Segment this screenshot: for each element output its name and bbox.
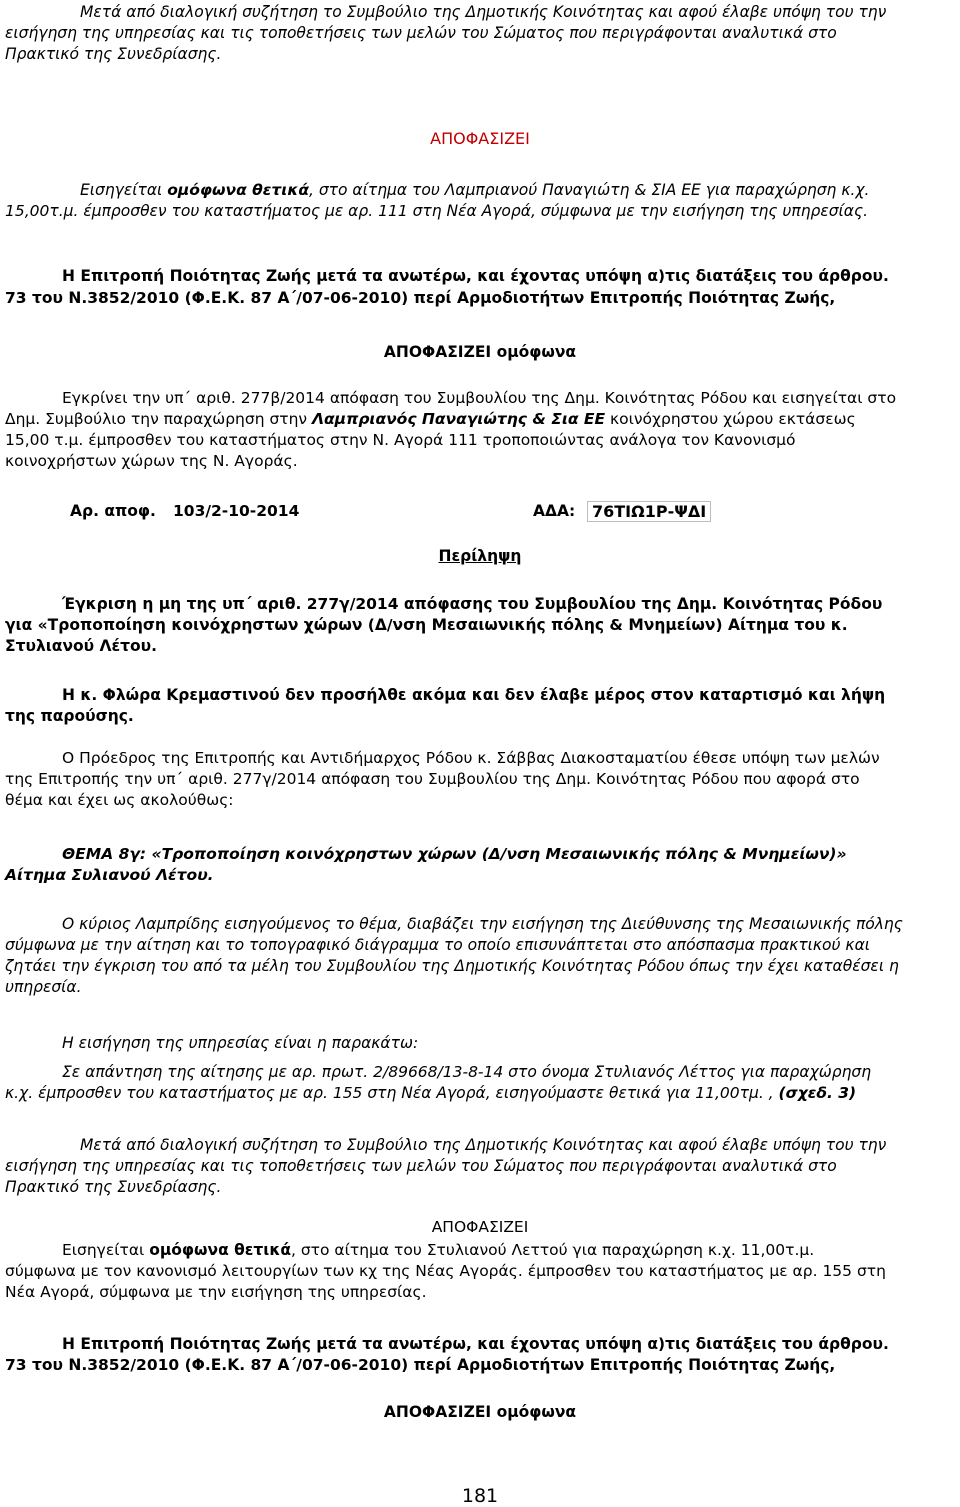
- section1-intro: [5, 2, 955, 65]
- recommend-prefix: Εισηγείται: [80, 181, 163, 199]
- recommend-rest: , στο αίτημα του Λαμπριανού Παναγιώτη & ΣΙΑ ΕΕ για παραχώρηση κ.χ.: [309, 181, 870, 199]
- section1-line1: Μετά από διαλογική συζήτηση το Συμβούλιο της Δημοτικής Κοινότητας και αφού έλαβε υπόψη του την: [80, 3, 887, 21]
- proposal-line2-bold: (σχεδ. 3): [778, 1084, 857, 1102]
- committee2-intro: [5, 1334, 955, 1376]
- theme-block: [5, 844, 955, 886]
- summary-line2: για «Τροποποίηση κοινόχρηστων χώρων (Δ/νση Μεσαιωνικής πόλης & Μνημείων) Αίτημα του κ.: [5, 616, 848, 634]
- committee1-decision: ΑΠΟΦΑΣΙΖΕΙ ομόφωνα: [383, 343, 577, 361]
- section1-line2: εισήγηση της υπηρεσίας και τις τοποθετήσεις των μελών του Σώματος που περιγράφονται αναλυτικά στο: [5, 24, 837, 42]
- committee2-line2: 73 του Ν.3852/2010 (Φ.Ε.Κ. 87 Α΄/07-06-2010) περί Αρμοδιοτήτων Επιτροπής Ποιότητας Ζωής,: [5, 1356, 836, 1374]
- summary-body: [5, 594, 955, 657]
- chair-line2: της Επιτροπής την υπ΄ αριθ. 277γ/2014 απόφαση του Συμβουλίου της Δημ. Κοινότητας Ρόδου που αφορά στο: [5, 770, 860, 788]
- rapporteur-line3: ζητάει την έγκριση του από τα μέλη του Συμβουλίου της Δημοτικής Κοινότητας Ρόδου όπως την έχει καταθέσει η: [5, 957, 899, 975]
- proposal-line2-a: κ.χ. έμπροσθεν του καταστήματος με αρ. 155 στη Νέα Αγορά, εισηγούμαστε θετικά για 11,00τμ. ,: [5, 1084, 779, 1102]
- section2-recommend-line3: Νέα Αγορά, σύμφωνα με την εισήγηση της υπηρεσίας.: [5, 1283, 427, 1301]
- approval-line1: Εγκρίνει την υπ΄ αριθ. 277β/2014 απόφαση του Συμβουλίου της Δημ. Κοινότητας Ρόδου και εισηγείται στο: [62, 389, 897, 407]
- committee2-line1: Η Επιτροπή Ποιότητας Ζωής μετά τα ανωτέρω, και έχοντας υπόψη α)τις διατάξεις του άρθρου.: [62, 1335, 889, 1353]
- summary-heading: Περίληψη: [438, 547, 522, 565]
- section2-intro: [5, 1135, 955, 1198]
- rapporteur-line1: Ο κύριος Λαμπρίδης εισηγούμενος το θέμα, διαβάζει την εισήγηση της Διεύθυνσης της Μεσαιωνικής πόλης: [62, 915, 903, 933]
- approval-line2-a: Δημ. Συμβούλιο την παραχώρηση στην: [5, 410, 313, 428]
- approval-line2: [5, 409, 955, 430]
- absence-note: [5, 685, 955, 727]
- section2-line2: εισήγηση της υπηρεσίας και τις τοποθετήσεις των μελών του Σώματος που περιγράφονται αναλυτικά στο: [5, 1157, 837, 1175]
- section1-recommendation: [5, 180, 955, 222]
- rapporteur-line2: σύμφωνα με την αίτηση και το τοπογραφικό διάγραμμα το οποίο επισυνάπτεται στο απόσπασμα πρακτικού και: [5, 936, 871, 954]
- section1-recommend-line1: [5, 180, 955, 201]
- rapporteur-line4: υπηρεσία.: [5, 978, 82, 996]
- chair-statement: [5, 748, 955, 811]
- summary-line1: Έγκριση η μη της υπ΄ αριθ. 277γ/2014 απόφασης του Συμβουλίου της Δημ. Κοινότητας Ρόδου: [62, 595, 883, 613]
- section2-line3: Πρακτικό της Συνεδρίασης.: [5, 1178, 222, 1196]
- chair-line3: θέμα και έχει ως ακολούθως:: [5, 791, 234, 809]
- section1-line3: Πρακτικό της Συνεδρίασης.: [5, 45, 222, 63]
- approval-line2-bold: Λαμπριανός Παναγιώτης & Σια ΕΕ: [312, 410, 606, 428]
- section2-recommendation: [5, 1240, 955, 1303]
- summary-line3: Στυλιανού Λέτου.: [5, 637, 158, 655]
- committee2-decision: ΑΠΟΦΑΣΙΖΕΙ ομόφωνα: [383, 1403, 577, 1421]
- approval-line2-b: κοινόχρηστου χώρου εκτάσεως: [605, 410, 856, 428]
- ada-label: ΑΔΑ:: [533, 502, 576, 520]
- section2-recommend-line2: σύμφωνα με τον κανονισμό λειτουργίων των κχ της Νέας Αγοράς. έμπροσθεν του καταστήματος με αρ. 155 στη: [5, 1262, 886, 1280]
- section2-recommend-bold: ομόφωνα θετικά: [149, 1241, 291, 1259]
- decision-number-value: 103/2-10-2014: [173, 502, 300, 520]
- decision-reference: [5, 502, 955, 524]
- committee1-intro: [62, 266, 955, 287]
- approval-line4: κοινοχρήστων χώρων της Ν. Αγοράς.: [5, 452, 298, 470]
- section1-recommend-line2: 15,00τ.μ. έμπροσθεν του καταστήματος με αρ. 111 στη Νέα Αγορά, σύμφωνα με την εισήγηση της υπηρεσίας.: [5, 202, 869, 220]
- absence-line1: Η κ. Φλώρα Κρεμαστινού δεν προσήλθε ακόμα και δεν έλαβε μέρος στον καταρτισμό και λήψη: [62, 686, 886, 704]
- proposal-line1: Σε απάντηση της αίτησης με αρ. πρωτ. 2/89668/13-8-14 στο όνομα Στυλιανός Λέττος για παραχώρηση: [62, 1063, 872, 1081]
- committee1-line1: Η Επιτροπή Ποιότητας Ζωής μετά τα ανωτέρω, και έχοντας υπόψη α)τις διατάξεις του άρθρου.: [62, 267, 889, 285]
- rapporteur-block: [5, 914, 955, 998]
- ada-value: 76ΤΙΩ1Ρ-ΨΔΙ: [587, 501, 711, 522]
- section2-line1: Μετά από διαλογική συζήτηση το Συμβούλιο της Δημοτικής Κοινότητας και αφού έλαβε υπόψη του την: [80, 1136, 887, 1154]
- page-number: 181: [461, 1485, 499, 1507]
- theme-line1: ΘΕΜΑ 8γ: «Τροποποίηση κοινόχρηστων χώρων (Δ/νση Μεσαιωνικής πόλης & Μνημείων)»: [62, 845, 847, 863]
- committee1-approval: [5, 388, 955, 472]
- section2-decision-heading: ΑΠΟΦΑΣΙΖΕΙ: [431, 1218, 529, 1236]
- absence-line2: της παρούσης.: [5, 707, 134, 725]
- section1-decision-heading: ΑΠΟΦΑΣΙΖΕΙ: [430, 129, 530, 148]
- recommend-bold: ομόφωνα θετικά: [167, 181, 309, 199]
- committee1-line2: 73 του Ν.3852/2010 (Φ.Ε.Κ. 87 Α΄/07-06-2010) περί Αρμοδιοτήτων Επιτροπής Ποιότητας Ζωής,: [5, 289, 836, 307]
- section2-recommend-rest: , στο αίτημα του Στυλιανού Λεττού για παραχώρηση κ.χ. 11,00τ.μ.: [291, 1241, 815, 1259]
- section2-recommend-line1: [5, 1240, 955, 1261]
- proposal-intro: Η εισήγηση της υπηρεσίας είναι η παρακάτω:: [62, 1034, 419, 1052]
- proposal-block: [5, 1033, 955, 1104]
- proposal-line2: [5, 1083, 955, 1104]
- chair-line1: Ο Πρόεδρος της Επιτροπής και Αντιδήμαρχος Ρόδου κ. Σάββας Διακοσταματίου έθεσε υπόψη των μελών: [62, 749, 880, 767]
- section2-recommend-prefix: Εισηγείται: [62, 1241, 145, 1259]
- theme-line2: Αίτημα Συλιανού Λέτου.: [5, 866, 214, 884]
- decision-number-label: Αρ. αποφ.: [70, 502, 156, 520]
- approval-line3: 15,00 τ.μ. έμπροσθεν του καταστήματος στην Ν. Αγορά 111 τροποποιώντας ανάλογα τον Κανονισμό: [5, 431, 796, 449]
